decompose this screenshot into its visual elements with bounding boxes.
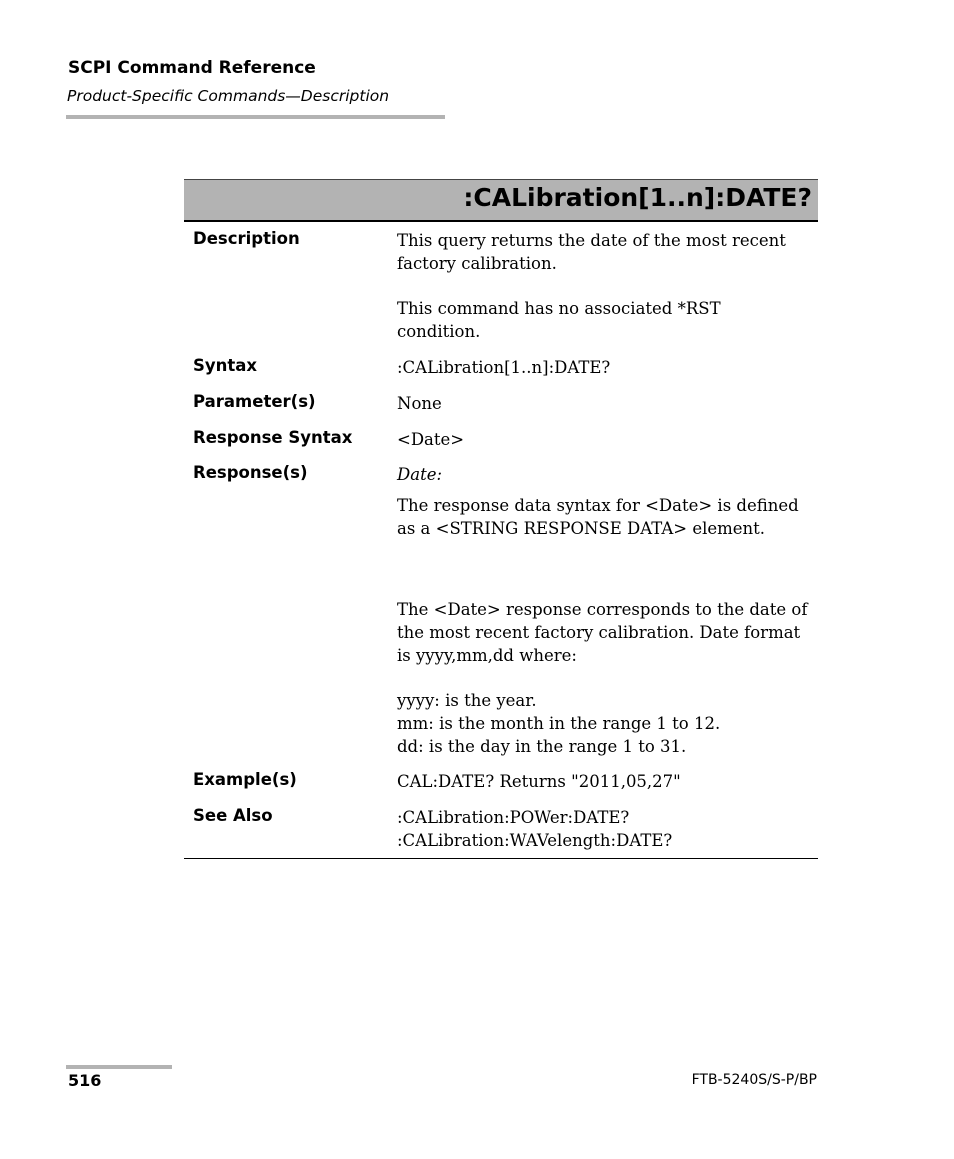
description-label: Description bbox=[193, 229, 300, 248]
command-title: :CALibration[1..n]:DATE? bbox=[463, 183, 812, 212]
parameters-label: Parameter(s) bbox=[193, 392, 316, 411]
parameters-value: None bbox=[397, 394, 442, 413]
product-name: FTB-5240S/S-P/BP bbox=[691, 1072, 817, 1088]
table-bottom-rule bbox=[184, 858, 818, 859]
response-data-syntax: The response data syntax for <Date> is defined as a <STRING RESPONSE DATA> element. bbox=[397, 496, 799, 538]
response-syntax-value: <Date> bbox=[397, 430, 465, 449]
responses-label: Response(s) bbox=[193, 463, 308, 482]
see-also-label: See Also bbox=[193, 806, 273, 825]
description-text: This query returns the date of the most recent factory calibration. bbox=[397, 231, 786, 273]
examples-value: CAL:DATE? Returns "2011,05,27" bbox=[397, 772, 681, 791]
command-title-bar bbox=[184, 179, 818, 222]
section-subtitle: Product-Specific Commands—Description bbox=[67, 87, 390, 105]
response-date-format: The <Date> response corresponds to the date of the most recent factory calibration. Date format is yyyy,mm,dd where: bbox=[397, 600, 808, 665]
response-param-name: Date: bbox=[397, 465, 443, 484]
syntax-label: Syntax bbox=[193, 356, 258, 375]
examples-label: Example(s) bbox=[193, 770, 297, 789]
header-divider bbox=[66, 115, 445, 119]
response-date-fields: yyyy: is the year. mm: is the month in the range 1 to 12. dd: is the day in the range 1 to 31. bbox=[397, 691, 721, 756]
response-syntax-label: Response Syntax bbox=[193, 428, 353, 447]
syntax-value: :CALibration[1..n]:DATE? bbox=[397, 358, 611, 377]
see-also-link: :CALibration:POWer:DATE? bbox=[397, 808, 630, 827]
footer-divider bbox=[66, 1065, 172, 1069]
section-title: SCPI Command Reference bbox=[68, 58, 316, 78]
see-also-list bbox=[397, 806, 672, 852]
description-rst-note: This command has no associated *RST condition. bbox=[397, 299, 721, 341]
page-number: 516 bbox=[68, 1071, 102, 1090]
see-also-link: :CALibration:WAVelength:DATE? bbox=[397, 831, 673, 850]
